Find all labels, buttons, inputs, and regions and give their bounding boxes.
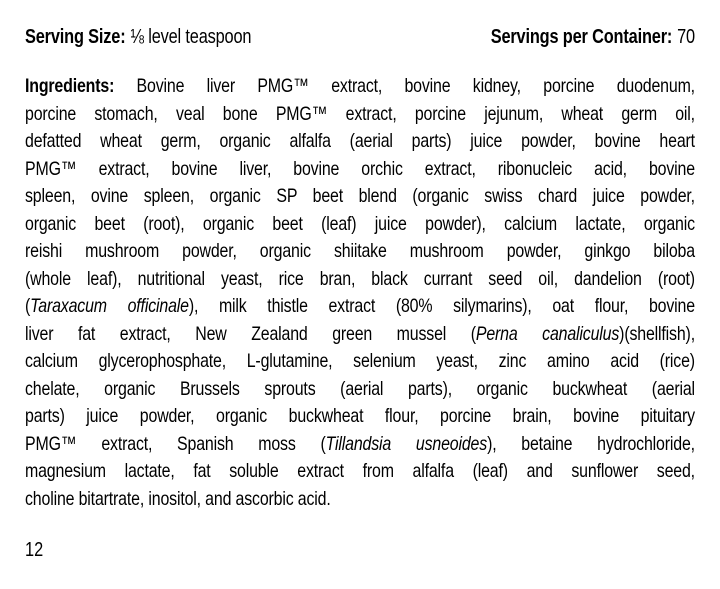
ingredient-line <box>25 376 695 404</box>
text-segment: chelate, organic Brussels sprouts (aerial parts), organic buckwheat (aerial <box>25 377 695 400</box>
ingredient-line <box>25 156 695 184</box>
text-segment: ( <box>25 295 31 317</box>
ingredient-line <box>25 486 695 514</box>
ingredient-line <box>25 183 695 211</box>
text-segment: Perna canaliculus <box>475 322 620 345</box>
ingredient-line <box>25 73 695 101</box>
servings-per-container-value: 70 <box>677 26 695 48</box>
text-segment: reishi mushroom powder, organic shiitake mushroom powder, ginkgo biloba <box>25 240 695 262</box>
ingredient-line <box>25 458 695 486</box>
ingredient-line <box>25 321 695 349</box>
text-segment: organic beet (root), organic beet (leaf) juice powder), calcium lactate, organic <box>25 212 695 235</box>
text-segment: defatted wheat germ, organic alfalfa (aerial parts) juice powder, bovine heart <box>25 130 695 152</box>
ingredient-line <box>25 211 695 239</box>
ingredient-line <box>25 101 695 129</box>
serving-info-row <box>25 25 695 49</box>
servings-per-container <box>491 25 695 49</box>
text-segment: Taraxacum officinale <box>30 295 189 317</box>
ingredient-line <box>25 431 695 459</box>
ingredient-line <box>25 238 695 266</box>
serving-size <box>25 25 251 49</box>
ingredient-line <box>25 128 695 156</box>
text-segment: ), betaine hydrochloride, <box>487 432 695 455</box>
label-content <box>25 0 695 563</box>
ingredient-line <box>25 348 695 376</box>
text-segment: calcium glycerophosphate, L-glutamine, selenium yeast, zinc amino acid (rice) <box>25 350 695 372</box>
serving-size-label: Serving Size: <box>25 26 126 48</box>
ingredient-line <box>25 293 695 321</box>
ingredients-paragraph <box>25 73 695 513</box>
text-segment: spleen, ovine spleen, organic SP beet blend (organic swiss chard juice powder, <box>25 185 695 207</box>
text-segment: ), milk thistle extract (80% silymarins), oat flour, bovine <box>188 295 695 317</box>
text-segment: liver fat extract, New Zealand green mussel ( <box>25 322 476 345</box>
text-segment: magnesium lactate, fat soluble extract from alfalfa (leaf) and sunflower seed, <box>25 460 695 482</box>
text-segment: )(shellfish), <box>619 322 695 345</box>
text-segment: (whole leaf), nutritional yeast, rice bran, black currant seed oil, dandelion (root) <box>25 267 695 290</box>
ingredient-line <box>25 266 695 294</box>
page-number: 12 <box>25 539 44 561</box>
text-segment: choline bitartrate, inositol, and ascorbic acid. <box>25 487 331 510</box>
text-segment: Tillandsia usneoides <box>325 432 488 455</box>
text-segment: parts) juice powder, organic buckwheat flour, porcine brain, bovine pituitary <box>25 405 695 427</box>
text-segment: porcine stomach, veal bone PMG™ extract, porcine jejunum, wheat germ oil, <box>25 102 695 125</box>
serving-size-value: ⅛ level teaspoon <box>130 26 252 48</box>
text-segment: PMG™ extract, Spanish moss ( <box>25 432 326 455</box>
text-segment: Bovine liver PMG™ extract, bovine kidney, porcine duodenum, <box>114 75 695 97</box>
text-segment: PMG™ extract, bovine liver, bovine orchic extract, ribonucleic acid, bovine <box>25 157 695 180</box>
servings-per-container-label: Servings per Container: <box>490 26 673 48</box>
ingredient-line <box>25 403 695 431</box>
ingredients-label: Ingredients: <box>25 75 115 97</box>
